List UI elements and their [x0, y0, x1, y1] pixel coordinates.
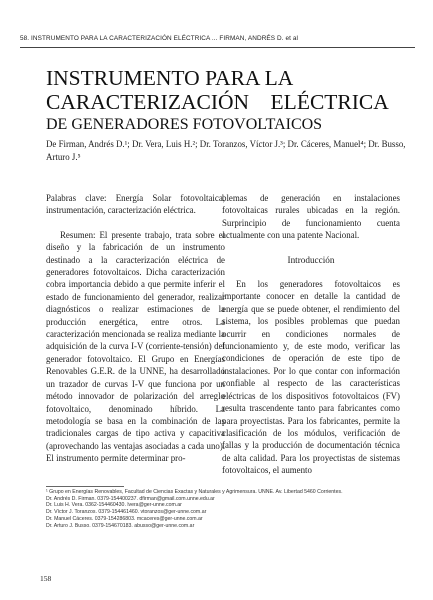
footnote-line: Dr. Luis H. Vera. 0362-154460430. lvera@ger-unne.com.ar [46, 502, 182, 509]
section-heading-introduccion: Introducción [287, 254, 335, 265]
title-line-1: INSTRUMENTO PARA LA [46, 66, 294, 90]
abstract-paragraph [46, 229, 225, 465]
footnote-rule [46, 486, 124, 487]
footnote-line: Dr. Víctor J. Toranzos. 0379-154461460. vtoranzos@ger-unne.com.ar [46, 509, 207, 516]
abstract-text: El presente trabajo, trata sobre el diseño y la fabricación de un instrumento destinado a la caracterización eléctrica de generadores fotovoltaicos. Dicha caracterización cobra importancia debido a que permite inferir el estado de funcionamiento del generador, realizar diagnósticos o realizar estimaciones de la producción energética, entre otros. La caracterización mencionada se realiza mediante la adquisición de la curva I-V (corriente-tensión) del generador fotovoltaico. El Grupo en Energías Renovables G.E.R. de la UNNE, ha desarrollado un trazador de curvas I-V que funciona por un método innovador de polarización del arreglo fotovoltaico, denominado híbrido. La metodología se basa en la combinación de las tradicionales cargas de tipo activa y capacitiva (aprovechando las ventajas asociadas a cada uno). El instrumento permite determinar pro- [46, 229, 225, 464]
right-column [222, 192, 400, 477]
footnote-line: Dr. Andrés D. Firman. 0379-154400237. dfirman@gmail.com.unne.edu.ar [46, 495, 215, 502]
running-header [20, 35, 415, 48]
introduction-paragraph: En los generadores fotovoltaicos es importante conocer en detalle la cantidad de energía que se puede obtener, el rendimiento del sistema, los posibles problemas que puedan ocurrir en condiciones normales de funcionamiento y, de este modo, verificar las condiciones de operación de este tipo de instalaciones. Por lo que contar con información confiable al respecto de las características eléctricas de los dispositivos fotovoltaicos (FV) resulta trascendente tanto para fabricantes como para proyectistas. Para los fabricantes, permite la clasificación de los módulos, verificación de fallas y la producción de documentación técnica de alta calidad. Para los proyectistas de sistemas fotovoltaicos, el aumento [222, 279, 400, 476]
page-number: 158 [40, 574, 52, 583]
author-list: De Firman, Andrés D.¹; Dr. Vera, Luis H.²; Dr. Toranzos, Víctor J.³; Dr. Cáceres, Manuel⁴; Dr. Busso, Arturo J.⁵ [46, 139, 406, 162]
abstract-label: Resumen: [60, 229, 96, 240]
keywords-paragraph [46, 192, 225, 217]
left-column [46, 192, 225, 465]
footnote-line: ¹ Grupo en Energías Renovables, Facultad de Ciencias Exactas y Naturales y Agrimensura. UNNE. Av. Libertad 5460 Corrientes. [46, 489, 343, 495]
keywords-text: Energía Solar fotovoltaica, instrumentación, caracterización eléctrica. [46, 193, 226, 216]
title-line-2: CARACTERIZACIÓN ELÉCTRICA [46, 90, 389, 114]
article-title [46, 66, 406, 136]
footnote-line: Dr. Arturo J. Busso. 0379-154670183. abusso@ger-unne.com.ar [46, 522, 195, 529]
abstract-continuation: blemas de generación en instalaciones fotovoltaicas rurales ubicadas en la región. Surprincipio de funcionamiento cuenta actualmente con una patente Nacional. [222, 193, 400, 241]
title-line-3: DE GENERADORES FOTOVOLTAICOS [46, 116, 323, 133]
footnote-line: Dr. Manuel Cáceres. 0379-154286803. mcaceres@ger-unne.com.ar [46, 515, 203, 522]
keywords-label: Palabras clave: [46, 193, 107, 203]
footnotes [46, 489, 416, 529]
running-header-text: 58. INSTRUMENTO PARA LA CARACTERIZACIÓN ELÉCTRICA ... FIRMAN, ANDRÉS D. et al [20, 35, 299, 42]
